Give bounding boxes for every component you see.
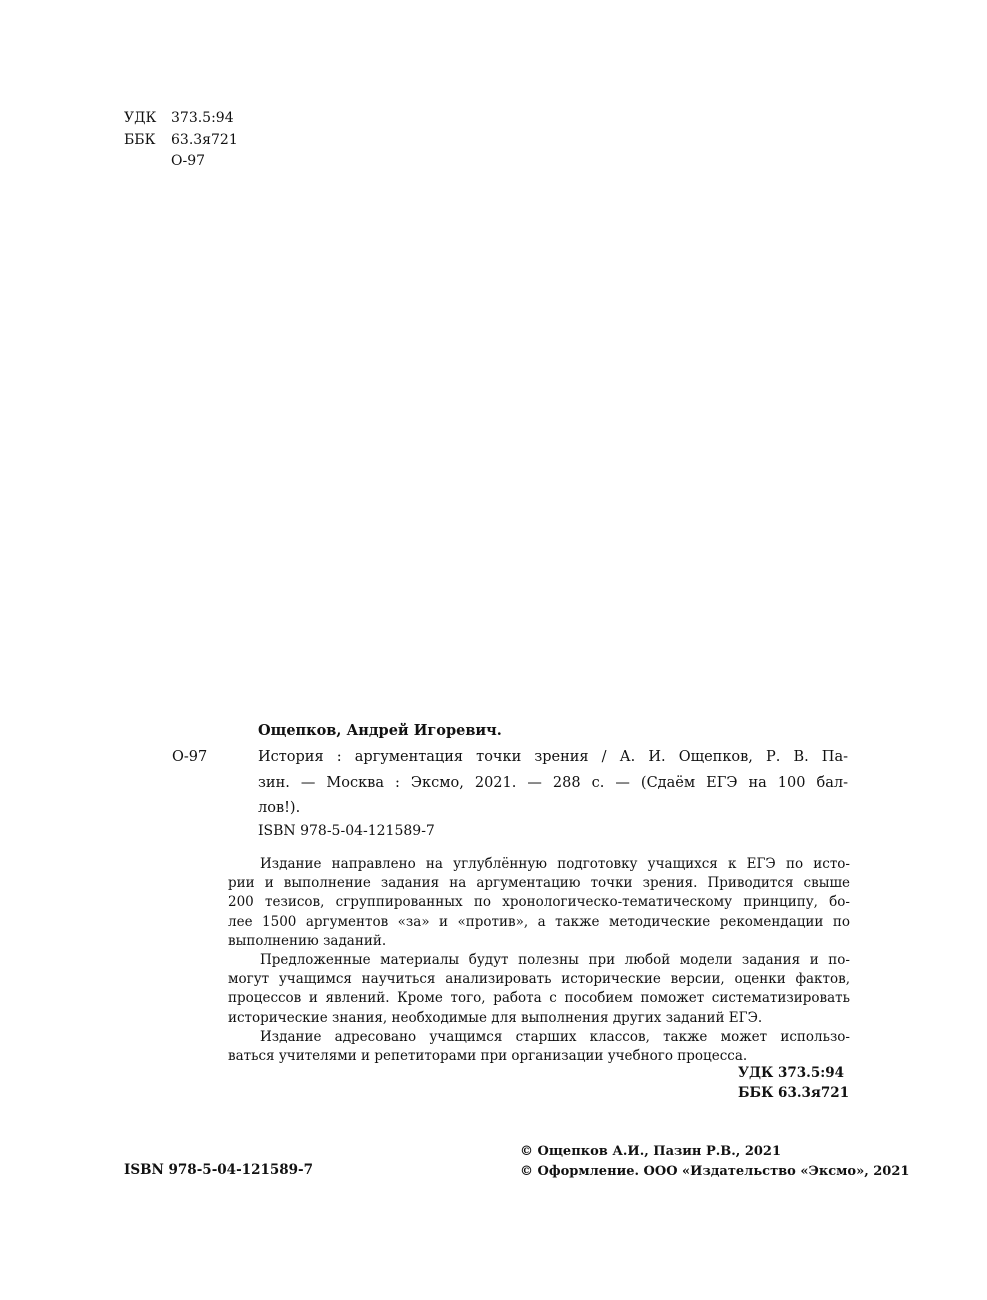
record-author-sign: О-97 (172, 749, 208, 765)
copyright-block (520, 1142, 909, 1181)
bbk-right: ББК 63.3я721 (738, 1084, 850, 1101)
biblio-line-1: История : аргументация точки зрения / А. И. Ощепков, Р. В. Па- (258, 749, 848, 765)
bbk-label: ББК (124, 131, 156, 148)
abstract-line: могут учащимся научиться анализировать исторические версии, оценки фактов, (228, 971, 850, 988)
copyright-design: © Оформление. ООО «Издательство «Эксмо», 2021 (520, 1163, 910, 1179)
abstract-block (228, 855, 850, 1066)
biblio-line-2: зин. — Москва : Эксмо, 2021. — 288 с. — (Сдаём ЕГЭ на 100 бал- (258, 774, 848, 791)
author-sign-row (124, 151, 238, 173)
record-description (258, 745, 848, 822)
top-classification-block (124, 108, 238, 173)
abstract-line: исторические знания, необходимые для выполнения других заданий ЕГЭ. (228, 1009, 763, 1026)
udk-right: УДК 373.5:94 (738, 1065, 844, 1081)
udk-value: 373.5:94 (171, 110, 234, 126)
abstract-line: ваться учителями и репетиторами при организации учебного процесса. (228, 1048, 748, 1065)
record-author: Ощепков, Андрей Игоревич. (258, 722, 502, 739)
bbk-row (124, 130, 238, 152)
copyright-authors: © Ощепков А.И., Пазин Р.В., 2021 (520, 1144, 782, 1159)
abstract-line: 200 тезисов, сгруппированных по хронологическо-тематическому принципу, бо- (228, 894, 850, 911)
record-isbn: ISBN 978-5-04-121589-7 (258, 823, 435, 839)
abstract-line: Издание адресовано учащимся старших классов, также может использо- (260, 1028, 850, 1045)
abstract-line: процессов и явлений. Кроме того, работа с пособием поможет систематизировать (228, 990, 850, 1007)
abstract-line: Предложенные материалы будут полезны при любой модели задания и по- (260, 952, 850, 969)
abstract-line: лее 1500 аргументов «за» и «против», а также методические рекомендации по (228, 913, 850, 930)
bbk-value: 63.3я721 (171, 131, 238, 148)
udk-label: УДК (124, 110, 157, 126)
classification-right (738, 1064, 849, 1103)
abstract-line: рии и выполнение задания на аргументацию точки зрения. Приводится свыше (228, 875, 850, 892)
udk-row (124, 108, 238, 130)
author-sign-top: О-97 (171, 153, 206, 169)
biblio-line-3: лов!). (258, 800, 301, 816)
abstract-line: выполнению заданий. (228, 932, 387, 949)
abstract-line: Издание направлено на углублённую подготовку учащихся к ЕГЭ по исто- (260, 856, 850, 872)
bottom-isbn: ISBN 978-5-04-121589-7 (124, 1162, 314, 1178)
